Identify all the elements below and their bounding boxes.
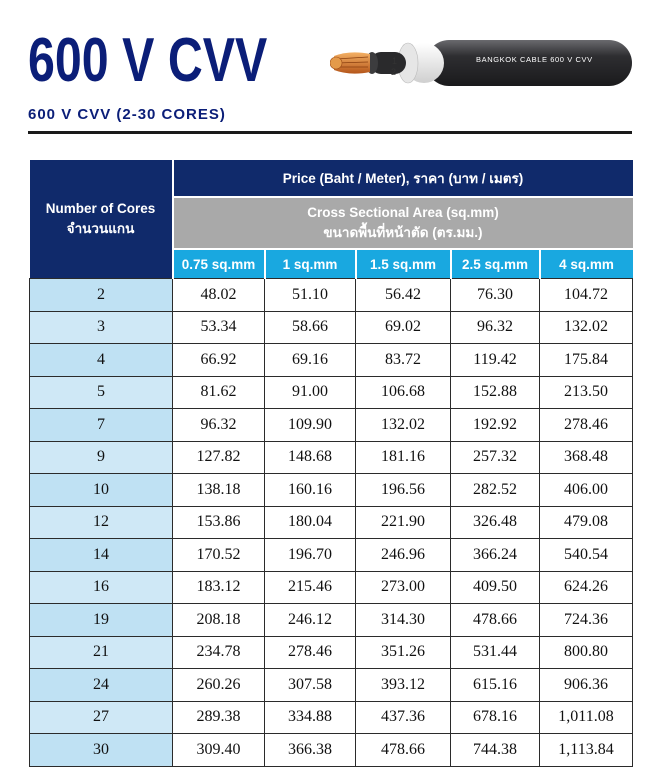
price-cell: 215.46 <box>265 571 356 604</box>
cores-cell: 5 <box>30 376 173 409</box>
divider <box>28 131 632 134</box>
price-table <box>29 160 633 767</box>
price-cell: 366.38 <box>265 734 356 767</box>
price-cell: 800.80 <box>540 636 633 669</box>
price-cell: 368.48 <box>540 441 633 474</box>
table-row <box>30 376 633 409</box>
price-cell: 132.02 <box>356 409 451 442</box>
price-cell: 314.30 <box>356 604 451 637</box>
table-row <box>30 506 633 539</box>
cores-cell: 7 <box>30 409 173 442</box>
price-cell: 282.52 <box>451 474 540 507</box>
price-cell: 531.44 <box>451 636 540 669</box>
price-cell: 196.56 <box>356 474 451 507</box>
cores-cell: 21 <box>30 636 173 669</box>
price-cell: 213.50 <box>540 376 633 409</box>
price-cell: 744.38 <box>451 734 540 767</box>
table-row <box>30 604 633 637</box>
price-cell: 53.34 <box>173 311 265 344</box>
price-cell: 196.70 <box>265 539 356 572</box>
table-row <box>30 344 633 377</box>
price-cell: 106.68 <box>356 376 451 409</box>
size-header-1-5: 1.5 sq.mm <box>356 249 451 279</box>
table-row <box>30 539 633 572</box>
cores-cell: 3 <box>30 311 173 344</box>
price-cell: 393.12 <box>356 669 451 702</box>
cores-cell: 14 <box>30 539 173 572</box>
cores-cell: 27 <box>30 701 173 734</box>
cores-header <box>30 160 173 279</box>
size-header-0-75: 0.75 sq.mm <box>173 249 265 279</box>
table-row <box>30 636 633 669</box>
price-cell: 724.36 <box>540 604 633 637</box>
price-cell: 478.66 <box>451 604 540 637</box>
price-cell: 51.10 <box>265 279 356 312</box>
price-cell: 615.16 <box>451 669 540 702</box>
price-cell: 132.02 <box>540 311 633 344</box>
price-cell: 540.54 <box>540 539 633 572</box>
price-cell: 307.58 <box>265 669 356 702</box>
table-row <box>30 279 633 312</box>
table-row <box>30 571 633 604</box>
price-cell: 170.52 <box>173 539 265 572</box>
price-cell: 678.16 <box>451 701 540 734</box>
price-cell: 183.12 <box>173 571 265 604</box>
price-cell: 91.00 <box>265 376 356 409</box>
cable-core-mark-2: 2 <box>391 67 397 77</box>
price-cell: 409.50 <box>451 571 540 604</box>
price-cell: 624.26 <box>540 571 633 604</box>
price-header: Price (Baht / Meter), ราคา (บาท / เมตร) <box>173 160 633 197</box>
price-cell: 48.02 <box>173 279 265 312</box>
price-cell: 83.72 <box>356 344 451 377</box>
price-cell: 906.36 <box>540 669 633 702</box>
size-header-2-5: 2.5 sq.mm <box>451 249 540 279</box>
price-cell: 234.78 <box>173 636 265 669</box>
cores-header-th: จำนวนแกน <box>66 221 135 236</box>
price-cell: 119.42 <box>451 344 540 377</box>
price-cell: 76.30 <box>451 279 540 312</box>
cores-cell: 30 <box>30 734 173 767</box>
cores-cell: 4 <box>30 344 173 377</box>
price-cell: 175.84 <box>540 344 633 377</box>
cores-cell: 9 <box>30 441 173 474</box>
price-cell: 96.32 <box>173 409 265 442</box>
price-cell: 257.32 <box>451 441 540 474</box>
size-header-1: 1 sq.mm <box>265 249 356 279</box>
price-cell: 437.36 <box>356 701 451 734</box>
cores-cell: 24 <box>30 669 173 702</box>
price-cell: 180.04 <box>265 506 356 539</box>
price-cell: 69.16 <box>265 344 356 377</box>
table-row <box>30 669 633 702</box>
area-header-th: ขนาดพื้นที่หน้าตัด (ตร.มม.) <box>323 225 483 240</box>
size-header-4: 4 sq.mm <box>540 249 633 279</box>
price-cell: 326.48 <box>451 506 540 539</box>
cores-header-en: Number of Cores <box>45 201 156 216</box>
price-cell: 181.16 <box>356 441 451 474</box>
cores-cell: 10 <box>30 474 173 507</box>
price-cell: 366.24 <box>451 539 540 572</box>
page-subtitle: 600 V CVV (2-30 CORES) <box>28 106 226 123</box>
price-cell: 246.12 <box>265 604 356 637</box>
price-cell: 260.26 <box>173 669 265 702</box>
price-cell: 221.90 <box>356 506 451 539</box>
area-header <box>173 197 633 249</box>
table-row <box>30 311 633 344</box>
table-row <box>30 474 633 507</box>
cable-print-label: BANGKOK CABLE 600 V CVV <box>476 55 593 64</box>
price-cell: 153.86 <box>173 506 265 539</box>
price-cell: 69.02 <box>356 311 451 344</box>
price-cell: 127.82 <box>173 441 265 474</box>
price-cell: 273.00 <box>356 571 451 604</box>
page-title: 600 V CVV <box>28 26 268 95</box>
price-cell: 152.88 <box>451 376 540 409</box>
price-cell: 289.38 <box>173 701 265 734</box>
table-row <box>30 409 633 442</box>
price-cell: 148.68 <box>265 441 356 474</box>
price-cell: 334.88 <box>265 701 356 734</box>
price-cell: 278.46 <box>265 636 356 669</box>
price-cell: 109.90 <box>265 409 356 442</box>
price-cell: 1,011.08 <box>540 701 633 734</box>
price-cell: 192.92 <box>451 409 540 442</box>
price-cell: 1,113.84 <box>540 734 633 767</box>
price-cell: 278.46 <box>540 409 633 442</box>
price-cell: 96.32 <box>451 311 540 344</box>
price-cell: 479.08 <box>540 506 633 539</box>
price-table-body <box>30 279 633 767</box>
price-cell: 66.92 <box>173 344 265 377</box>
price-cell: 406.00 <box>540 474 633 507</box>
price-cell: 309.40 <box>173 734 265 767</box>
cores-cell: 19 <box>30 604 173 637</box>
price-cell: 81.62 <box>173 376 265 409</box>
price-cell: 208.18 <box>173 604 265 637</box>
price-cell: 56.42 <box>356 279 451 312</box>
cores-cell: 16 <box>30 571 173 604</box>
table-row <box>30 701 633 734</box>
price-cell: 58.66 <box>265 311 356 344</box>
table-row <box>30 734 633 767</box>
price-cell: 104.72 <box>540 279 633 312</box>
cores-cell: 12 <box>30 506 173 539</box>
price-cell: 160.16 <box>265 474 356 507</box>
price-cell: 246.96 <box>356 539 451 572</box>
cable-core-mark-1: 1 <box>392 56 398 66</box>
table-row <box>30 441 633 474</box>
cores-cell: 2 <box>30 279 173 312</box>
price-cell: 138.18 <box>173 474 265 507</box>
price-cell: 351.26 <box>356 636 451 669</box>
area-header-en: Cross Sectional Area (sq.mm) <box>307 205 499 220</box>
price-cell: 478.66 <box>356 734 451 767</box>
